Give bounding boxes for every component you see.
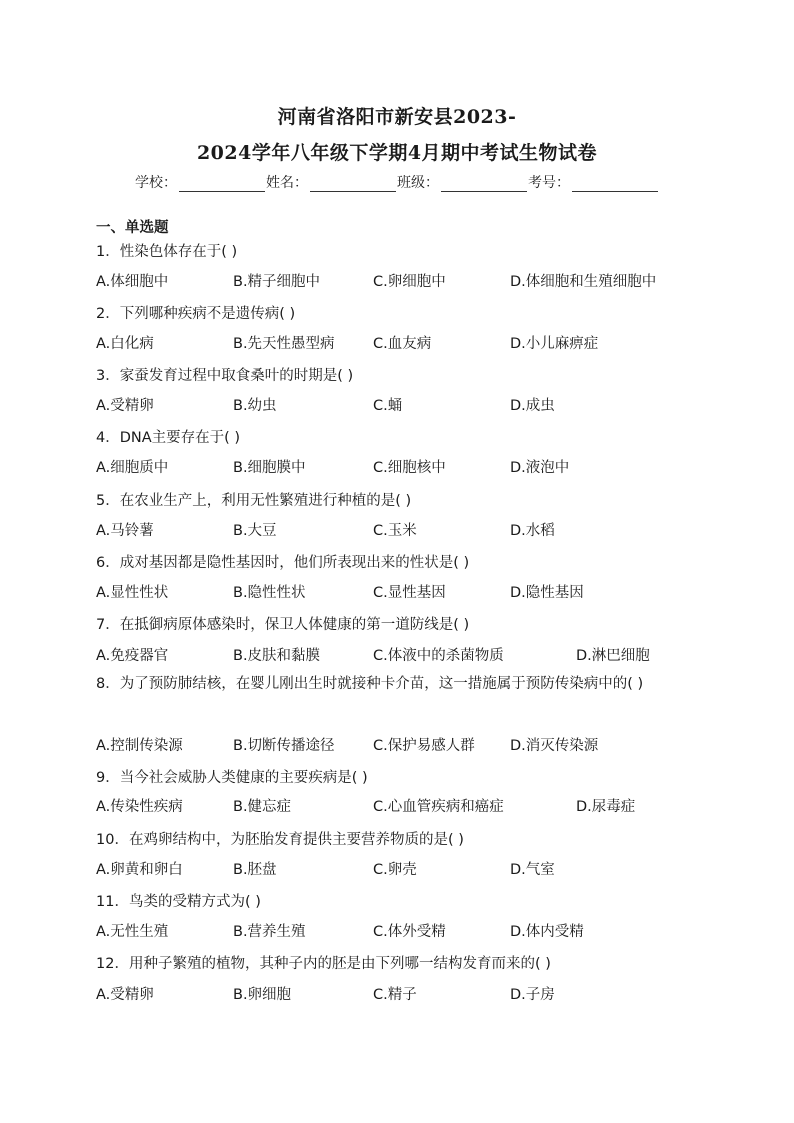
exam-title-line2: 2024学年八年级下学期4月期中考试生物试卷 [196, 142, 598, 164]
option-b[interactable]: B.胚盘 [233, 862, 277, 878]
option-d[interactable]: D.成虫 [510, 398, 555, 414]
question-text: 10．在鸡卵结构中，为胚胎发育提供主要营养物质的是( ) [96, 832, 464, 848]
option-d[interactable]: D.小儿麻痹症 [510, 336, 599, 352]
question-text: 8．为了预防肺结核，在婴儿刚出生时就接种卡介苗，这一措施属于预防传染病中的( ) [96, 676, 644, 692]
option-b[interactable]: B.隐性性状 [233, 585, 306, 601]
options-row [96, 270, 736, 290]
option-b[interactable]: B.幼虫 [233, 398, 277, 414]
option-c[interactable]: C.心血管疾病和癌症 [373, 799, 504, 815]
info-exam-number: 考号： [528, 172, 659, 192]
question-text: 6．成对基因都是隐性基因时，他们所表现出来的性状是( ) [96, 555, 470, 571]
option-d[interactable]: D.气室 [510, 862, 555, 878]
option-c[interactable]: C.精子 [373, 987, 417, 1003]
question-text: 2．下列哪种疾病不是遗传病( ) [96, 306, 296, 322]
option-a[interactable]: A.受精卵 [96, 398, 154, 414]
question-text: 1．性染色体存在于( ) [96, 244, 238, 260]
option-c[interactable]: C.蛹 [373, 398, 403, 414]
option-c[interactable]: C.显性基因 [373, 585, 446, 601]
question-text: 4．DNA主要存在于( ) [96, 430, 241, 446]
option-d[interactable]: D.消灭传染源 [510, 738, 599, 754]
option-b[interactable]: B.先天性愚型病 [233, 336, 335, 352]
option-b[interactable]: B.切断传播途径 [233, 738, 335, 754]
options-row [96, 795, 736, 815]
option-c[interactable]: C.玉米 [373, 523, 417, 539]
option-a[interactable]: A.卵黄和卵白 [96, 862, 183, 878]
options-row [96, 394, 736, 414]
name-blank[interactable] [310, 177, 396, 192]
options-row [96, 734, 736, 754]
info-school: 学校： [135, 172, 266, 192]
option-c[interactable]: C.体液中的杀菌物质 [373, 648, 504, 664]
option-c[interactable]: C.血友病 [373, 336, 432, 352]
question-text: 5．在农业生产上，利用无性繁殖进行种植的是( ) [96, 493, 412, 509]
options-row [96, 332, 736, 352]
student-info-row [0, 172, 794, 192]
section-heading: 一、单选题 [96, 220, 169, 236]
option-b[interactable]: B.营养生殖 [233, 924, 306, 940]
school-blank[interactable] [179, 177, 265, 192]
options-row [96, 983, 736, 1003]
option-d[interactable]: D.尿毒症 [576, 799, 636, 815]
option-b[interactable]: B.精子细胞中 [233, 274, 321, 290]
option-d[interactable]: D.淋巴细胞 [576, 648, 650, 664]
option-c[interactable]: C.细胞核中 [373, 460, 446, 476]
option-c[interactable]: C.体外受精 [373, 924, 446, 940]
option-b[interactable]: B.大豆 [233, 523, 277, 539]
option-b[interactable]: B.细胞膜中 [233, 460, 306, 476]
option-d[interactable]: D.液泡中 [510, 460, 570, 476]
info-class: 班级： [397, 172, 528, 192]
info-name: 姓名： [266, 172, 397, 192]
options-row [96, 456, 736, 476]
option-d[interactable]: D.体细胞和生殖细胞中 [510, 274, 657, 290]
option-a[interactable]: A.马铃薯 [96, 523, 154, 539]
question-text: 3．家蚕发育过程中取食桑叶的时期是( ) [96, 368, 354, 384]
question-text: 9．当今社会威胁人类健康的主要疾病是( ) [96, 770, 368, 786]
option-a[interactable]: A.无性生殖 [96, 924, 169, 940]
option-a[interactable]: A.受精卵 [96, 987, 154, 1003]
options-row [96, 581, 736, 601]
option-d[interactable]: D.体内受精 [510, 924, 584, 940]
option-a[interactable]: A.白化病 [96, 336, 154, 352]
options-row [96, 920, 736, 940]
option-a[interactable]: A.传染性疾病 [96, 799, 183, 815]
options-row [96, 644, 736, 664]
option-d[interactable]: D.子房 [510, 987, 555, 1003]
class-blank[interactable] [441, 177, 527, 192]
question-text: 7．在抵御病原体感染时，保卫人体健康的第一道防线是( ) [96, 617, 470, 633]
question-text: 12．用种子繁殖的植物，其种子内的胚是由下列哪一结构发育而来的( ) [96, 956, 551, 972]
option-a[interactable]: A.体细胞中 [96, 274, 169, 290]
option-b[interactable]: B.皮肤和黏膜 [233, 648, 321, 664]
option-a[interactable]: A.控制传染源 [96, 738, 183, 754]
option-c[interactable]: C.卵细胞中 [373, 274, 446, 290]
option-a[interactable]: A.免疫器官 [96, 648, 169, 664]
option-a[interactable]: A.细胞质中 [96, 460, 169, 476]
option-a[interactable]: A.显性性状 [96, 585, 169, 601]
options-row [96, 519, 736, 539]
option-c[interactable]: C.保护易感人群 [373, 738, 475, 754]
option-d[interactable]: D.隐性基因 [510, 585, 584, 601]
exam-number-blank[interactable] [572, 177, 658, 192]
options-row [96, 858, 736, 878]
exam-title-line1: 河南省洛阳市新安县2023- [277, 106, 517, 128]
option-b[interactable]: B.健忘症 [233, 799, 292, 815]
option-b[interactable]: B.卵细胞 [233, 987, 292, 1003]
option-c[interactable]: C.卵壳 [373, 862, 417, 878]
option-d[interactable]: D.水稻 [510, 523, 555, 539]
question-text: 11．鸟类的受精方式为( ) [96, 894, 261, 910]
